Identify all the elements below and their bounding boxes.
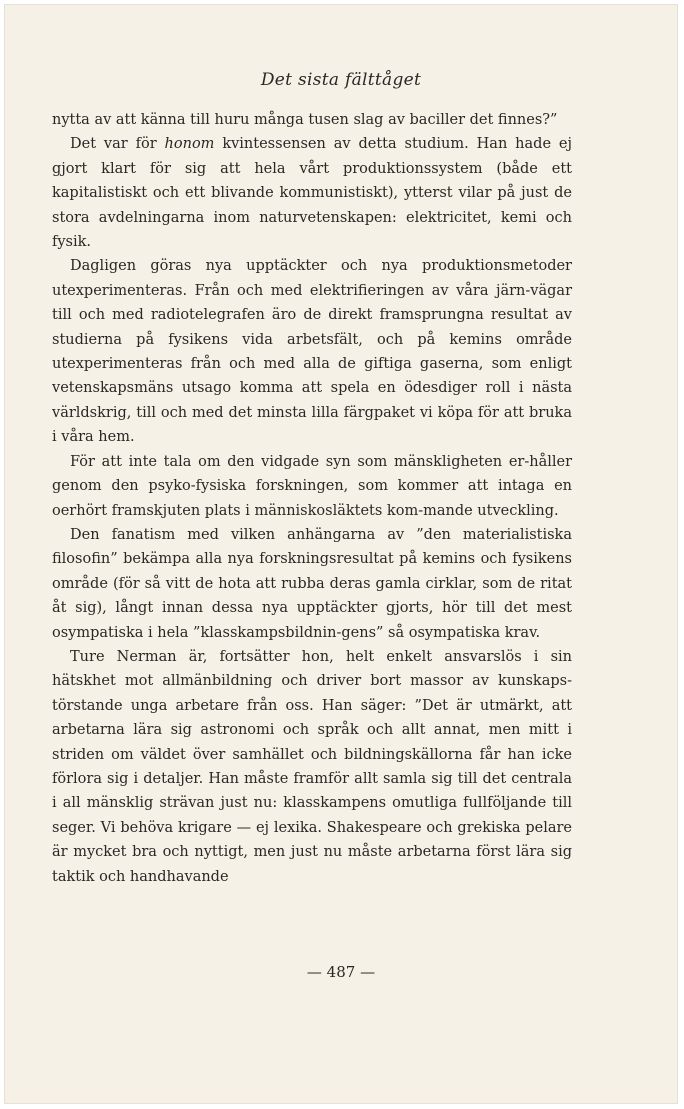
italic-text: honom (164, 136, 215, 153)
body-text (52, 108, 572, 889)
paragraph (52, 523, 572, 645)
text-segment: Ture Nerman är, fortsätter hon, helt enkelt ansvarslös i sin hätskhet mot allmänbildning och driver bort massor av kunskaps-törstande unga arbetare från oss. Han säger: ”Det är utmärkt, att arbetarna lära sig astronomi och språk och allt annat, men mitt i striden om väldet över samhället och bildningskällorna får han icke förlora sig i detaljer. Han måste framför allt samla sig till det centrala i all mänsklig strävan just nu: klasskampens omutliga fullföljande till seger. Vi behöva krigare — ej lexika. Shakespeare och grekiska pelare är mycket bra och nyttigt, men just nu måste arbetarna först lära sig taktik och handhavande (52, 648, 572, 885)
book-page (4, 4, 678, 1104)
paragraph (52, 132, 572, 254)
page-number: — 487 — (306, 963, 376, 981)
text-segment: Det var för (70, 136, 165, 153)
paragraph (52, 254, 572, 449)
text-segment: Den fanatism med vilken anhängarna av ”den materialistiska filosofin” bekämpa alla nya forskningsresultat på kemins och fysikens område (för så vitt de hota att rubba deras gamla cirklar, som de ritat åt sig), långt innan dessa nya upptäckter gjorts, hör till det mest osympatiska i hela ”klasskampsbildnin-gens” så osympatiska krav. (52, 526, 572, 641)
paragraph (52, 108, 572, 132)
text-segment: nytta av att känna till huru många tusen slag av baciller det finnes?” (52, 112, 558, 128)
text-segment: Dagligen göras nya upptäckter och nya produktionsmetoder utexperimenteras. Från och med elektrifieringen av våra järn-vägar till och med radiotelegrafen äro de direkt framsprungna resultat av studierna på fysikens vida arbetsfält, och på kemins område utexperimenteras från och med alla de giftiga gaserna, som enligt vetenskapsmäns utsago komma att spela en ödesdiger roll i nästa världskrig, till och med det minsta lilla färgpaket vi köpa för att bruka i våra hem. (52, 258, 572, 446)
running-header: Det sista fälttåget (260, 70, 422, 90)
text-segment: För att inte tala om den vidgade syn som mänskligheten er-håller genom den psyko-fysiska forskningen, som kommer att intaga en oerhört framskjuten plats i människosläktets kom-mande utveckling. (52, 453, 572, 519)
text-segment: kvintessensen av detta studium. Han hade ej gjort klart för sig att hela vårt produktionssystem (både ett kapitalistiskt och ett blivande kommunistiskt), ytterst vilar på just de stora avdelningarna inom naturvetenskapen: elektricitet, kemi och fysik. (52, 136, 572, 251)
paragraph (52, 450, 572, 523)
paragraph (52, 645, 572, 889)
